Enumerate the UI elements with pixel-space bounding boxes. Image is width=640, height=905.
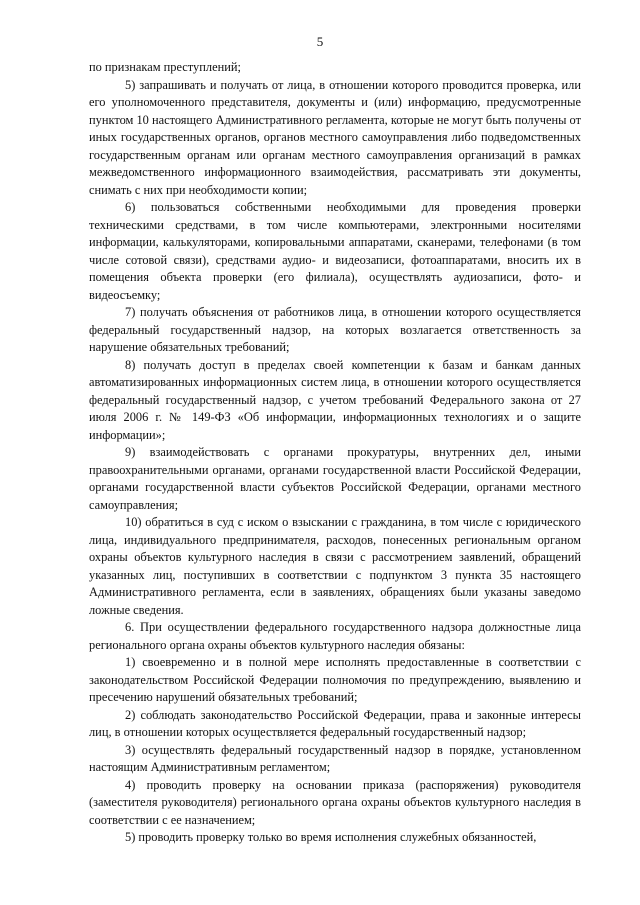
- paragraph: 9) взаимодействовать с органами прокуратуры, внутренних дел, иными правоохранительными органами, органами государственной власти Российской Федерации, органами государственной власти субъектов Российской Федерации, органами местного самоуправления;: [89, 445, 581, 512]
- paragraph: 6) пользоваться собственными необходимыми для проведения проверки техническими средствами, в том числе компьютерами, электронными носителями информации, калькуляторами, копировальными аппаратами, сканерами, телефонами (в том числе сотовой связи), средствами аудио- и видеозаписи, фотоаппаратами, вносить их в помещения объекта проверки (его филиала), осуществлять аудиозаписи, фото- и видеосъемку;: [89, 200, 581, 302]
- paragraph: 4) проводить проверку на основании приказа (распоряжения) руководителя (заместителя руководителя) регионального органа охраны объектов культурного наследия в соответствии с ее назначением;: [89, 777, 581, 827]
- paragraph: 7) получать объяснения от работников лица, в отношении которого осуществляется федеральный государственный надзор, на которых возлагается ответственность за нарушение обязательных требований;: [89, 305, 581, 354]
- paragraph: 2) соблюдать законодательство Российской Федерации, права и законные интересы лиц, в отношении которых осуществляется федеральный государственный надзор;: [89, 707, 581, 739]
- paragraph: 3) осуществлять федеральный государственный надзор в порядке, установленном настоящим Административным регламентом;: [89, 742, 581, 774]
- paragraph: 10) обратиться в суд с иском о взыскании с гражданина, в том числе с юридического лица, индивидуального предпринимателя, расходов, понесенных региональным органом охраны объектов культурного наследия в связи с рассмотрением заявлений, обращений указанных лиц, поступивших в соответствии с подпунктом 3 пункта 35 настоящего Административного регламента, если в заявлениях, обращениях были указаны заведомо ложные сведения.: [89, 515, 581, 617]
- paragraph: 5) запрашивать и получать от лица, в отношении которого проводится проверка, или его уполномоченного представителя, документы и (или) информацию, предусмотренные пунктом 10 настоящего Административного регламента, которые не могут быть получены от иных государственных органов, органов местного самоуправления либо подведомственных государственным органам или органам местного самоуправления организаций в рамках межведомственного информационного взаимодействия, рассматривать эти документы, снимать с них при необходимости копии;: [89, 77, 581, 197]
- paragraph: 1) своевременно и в полной мере исполнять предоставленные в соответствии с законодательством Российской Федерации полномочия по предупреждению, выявлению и пресечению нарушений обязательных требований;: [89, 655, 581, 704]
- paragraph: 8) получать доступ в пределах своей компетенции к базам и банкам данных автоматизированных информационных систем лица, в отношении которого осуществляется федеральный государственный надзор, с учетом требований Федерального закона от 27 июля 2006 г. № 149-ФЗ «Об информации, информационных технологиях и о защите информации»;: [89, 357, 581, 442]
- paragraph: 5) проводить проверку только во время исполнения служебных обязанностей,: [125, 830, 537, 844]
- paragraph: 6. При осуществлении федерального государственного надзора должностные лица регионального органа охраны объектов культурного наследия обязаны:: [89, 620, 581, 652]
- paragraph: по признакам преступлений;: [89, 60, 241, 74]
- page-number: 5: [316, 34, 324, 49]
- document-body: [89, 59, 581, 847]
